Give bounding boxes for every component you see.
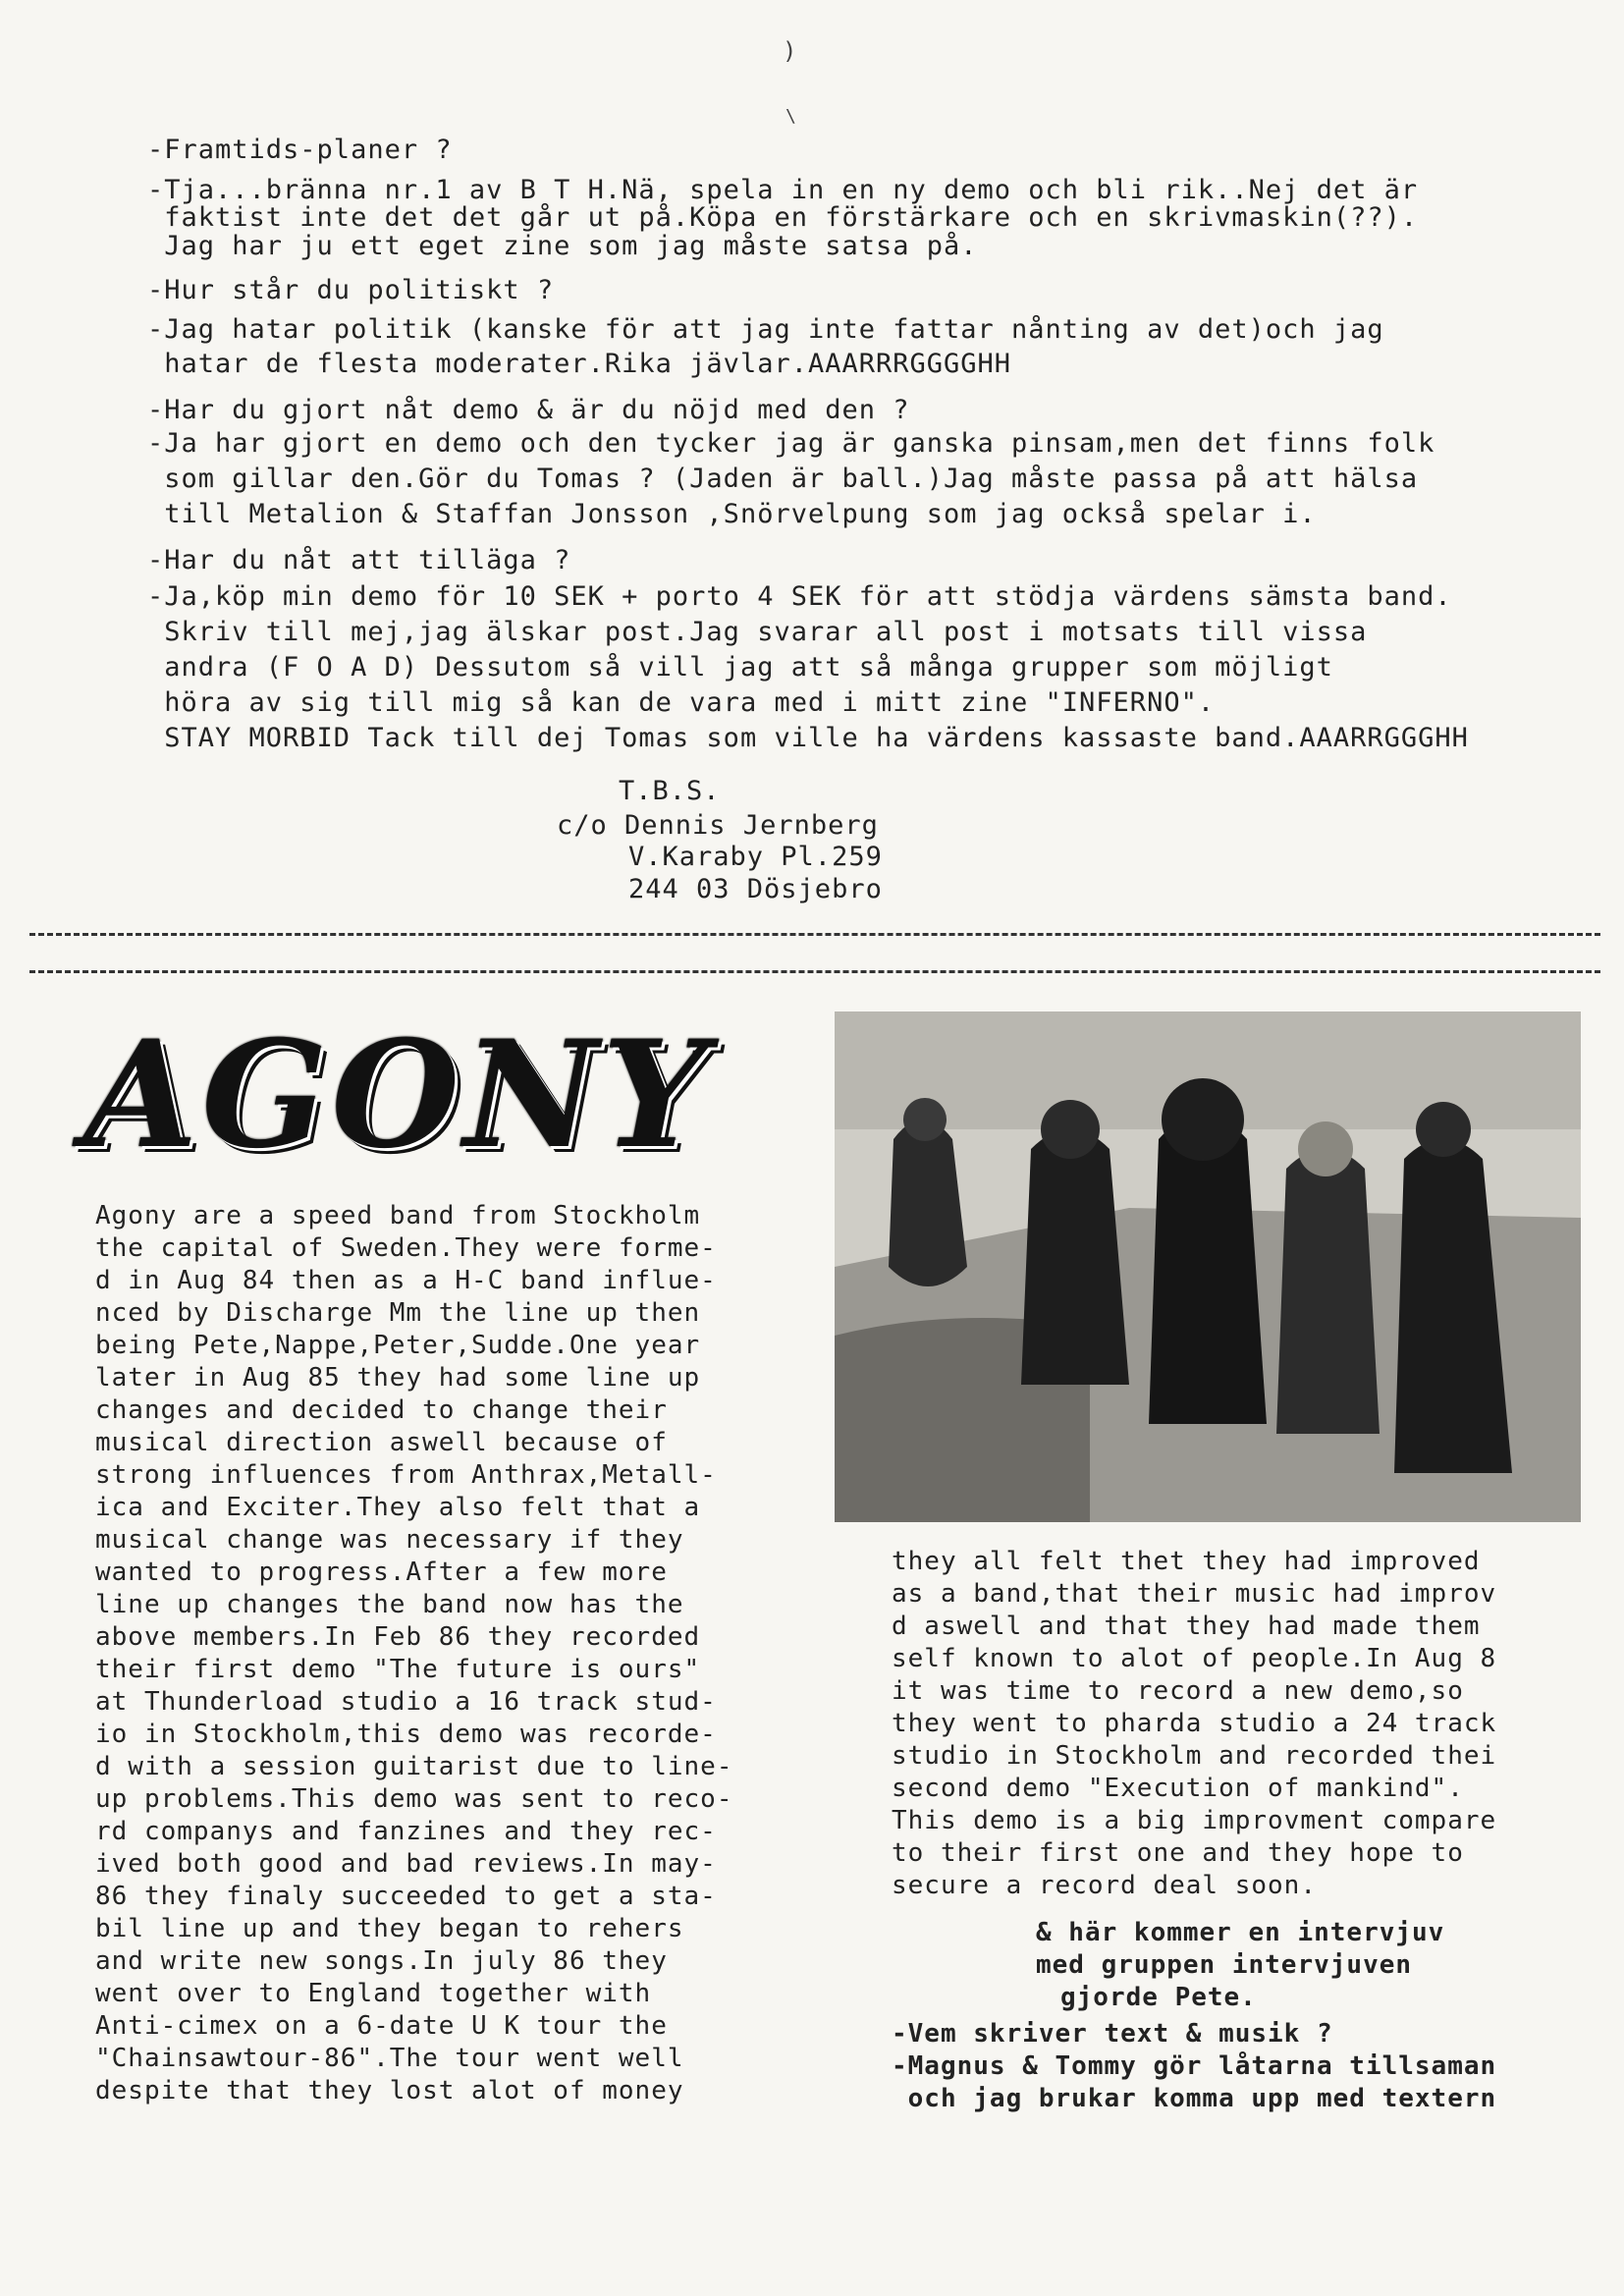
bio-line: musical change was necessary if they	[95, 1525, 684, 1555]
band-photo	[835, 1011, 1581, 1522]
bio-line: their first demo "The future is ours"	[95, 1655, 701, 1684]
cut-line-divider	[29, 970, 1600, 973]
bio-line: "Chainsawtour-86".The tour went well	[95, 2044, 684, 2073]
answer-line: Jag har ju ett eget zine som jag måste satsa på.	[147, 231, 978, 261]
bio-line: bil line up and they began to rehers	[95, 1914, 684, 1943]
bio-line: being Pete,Nappe,Peter,Sudde.One year	[95, 1331, 701, 1360]
bio-line: it was time to record a new demo,so	[892, 1676, 1464, 1706]
bio-line: as a band,that their music had improv	[892, 1579, 1497, 1609]
bio-line: nced by Discharge Mm the line up then	[95, 1298, 701, 1328]
interview-intro-line: med gruppen intervjuven	[1036, 1950, 1413, 1980]
bio-line: Agony are a speed band from Stockholm	[95, 1201, 701, 1230]
question-line: -Vem skriver text & musik ?	[892, 2019, 1333, 2049]
bio-line: secure a record deal soon.	[892, 1871, 1317, 1900]
answer-line: andra (F O A D) Dessutom så vill jag att så många grupper som möjligt	[147, 652, 1333, 683]
bio-line: io in Stockholm,this demo was recorde-	[95, 1720, 717, 1749]
bio-line: musical direction aswell because of	[95, 1428, 668, 1457]
stray-mark-top2: \	[785, 106, 796, 127]
bio-line: up problems.This demo was sent to reco-	[95, 1784, 733, 1814]
cut-line-divider	[29, 933, 1600, 936]
bio-line: changes and decided to change their	[95, 1395, 668, 1425]
stray-mark-top: )	[783, 37, 797, 65]
answer-line: Skriv till mej,jag älskar post.Jag svarar all post i motsats till vissa	[147, 617, 1368, 647]
bio-line: despite that they lost alot of money	[95, 2076, 684, 2105]
bio-line: Anti-cimex on a 6-date U K tour the	[95, 2011, 668, 2041]
bio-line: and write new songs.In july 86 they	[95, 1946, 668, 1976]
answer-line: till Metalion & Staffan Jonsson ,Snörvelpung som jag också spelar i.	[147, 499, 1317, 529]
answer-line: -Ja,köp min demo för 10 SEK + porto 4 SEK för att stödja värdens sämsta band.	[147, 581, 1452, 612]
bio-line: they went to pharda studio a 24 track	[892, 1709, 1497, 1738]
bio-line: 86 they finaly succeeded to get a sta-	[95, 1882, 717, 1911]
agony-logo: AGONY	[83, 1009, 712, 1181]
answer-line: höra av sig till mig så kan de vara med i mitt zine "INFERNO".	[147, 687, 1216, 718]
bio-line: second demo "Execution of mankind".	[892, 1774, 1464, 1803]
bio-line: rd companys and fanzines and they rec-	[95, 1817, 717, 1846]
interview-intro-line: gjorde Pete.	[1060, 1983, 1257, 2012]
bio-line: at Thunderload studio a 16 track stud-	[95, 1687, 717, 1717]
question-line: -Har du gjort nåt demo & är du nöjd med den ?	[147, 395, 910, 425]
bio-line: later in Aug 85 they had some line up	[95, 1363, 701, 1393]
bio-line: This demo is a big improvment compare	[892, 1806, 1497, 1835]
answer-line: som gillar den.Gör du Tomas ? (Jaden är ball.)Jag måste passa på att hälsa	[147, 464, 1419, 494]
address-line: c/o Dennis Jernberg	[557, 810, 879, 841]
bio-line: to their first one and they hope to	[892, 1838, 1464, 1868]
answer-line: hatar de flesta moderater.Rika jävlar.AAARRRGGGGHH	[147, 349, 1012, 379]
address-line: 244 03 Dösjebro	[628, 874, 883, 904]
bio-line: the capital of Sweden.They were forme-	[95, 1233, 717, 1263]
interview-intro-line: & här kommer en intervjuv	[1036, 1918, 1445, 1947]
bio-line: strong influences from Anthrax,Metall-	[95, 1460, 717, 1490]
answer-line: -Ja har gjort en demo och den tycker jag är ganska pinsam,men det finns folk	[147, 428, 1435, 459]
answer-line: -Jag hatar politik (kanske för att jag inte fattar nånting av det)och jag	[147, 314, 1384, 345]
answer-line: STAY MORBID Tack till dej Tomas som ville ha värdens kassaste band.AAARRGGGHH	[147, 723, 1469, 753]
answer-line: faktist inte det det går ut på.Köpa en förstärkare och en skrivmaskin(??).	[147, 202, 1419, 233]
address-line: V.Karaby Pl.259	[628, 842, 883, 872]
answer-line: -Tja...bränna nr.1 av B T H.Nä, spela in en ny demo och bli rik..Nej det är	[147, 175, 1419, 205]
question-line: -Framtids-planer ?	[147, 135, 453, 165]
bio-line: they all felt thet they had improved	[892, 1547, 1481, 1576]
bio-line: ica and Exciter.They also felt that a	[95, 1493, 701, 1522]
bio-line: studio in Stockholm and recorded thei	[892, 1741, 1497, 1771]
bio-line: line up changes the band now has the	[95, 1590, 684, 1619]
bio-line: went over to England together with	[95, 1979, 652, 2008]
answer-line: -Magnus & Tommy gör låtarna tillsaman	[892, 2051, 1497, 2081]
bio-line: self known to alot of people.In Aug 8	[892, 1644, 1497, 1673]
question-line: -Har du nåt att tilläga ?	[147, 545, 571, 575]
address-name: T.B.S.	[619, 776, 721, 806]
bio-line: ived both good and bad reviews.In may-	[95, 1849, 717, 1879]
bio-line: above members.In Feb 86 they recorded	[95, 1622, 701, 1652]
bio-line: d in Aug 84 then as a H-C band influe-	[95, 1266, 717, 1295]
question-line: -Hur står du politiskt ?	[147, 275, 555, 305]
bio-line: d aswell and that they had made them	[892, 1612, 1481, 1641]
answer-line: och jag brukar komma upp med textern	[892, 2084, 1497, 2113]
bio-line: d with a session guitarist due to line-	[95, 1752, 733, 1781]
bio-line: wanted to progress.After a few more	[95, 1558, 668, 1587]
